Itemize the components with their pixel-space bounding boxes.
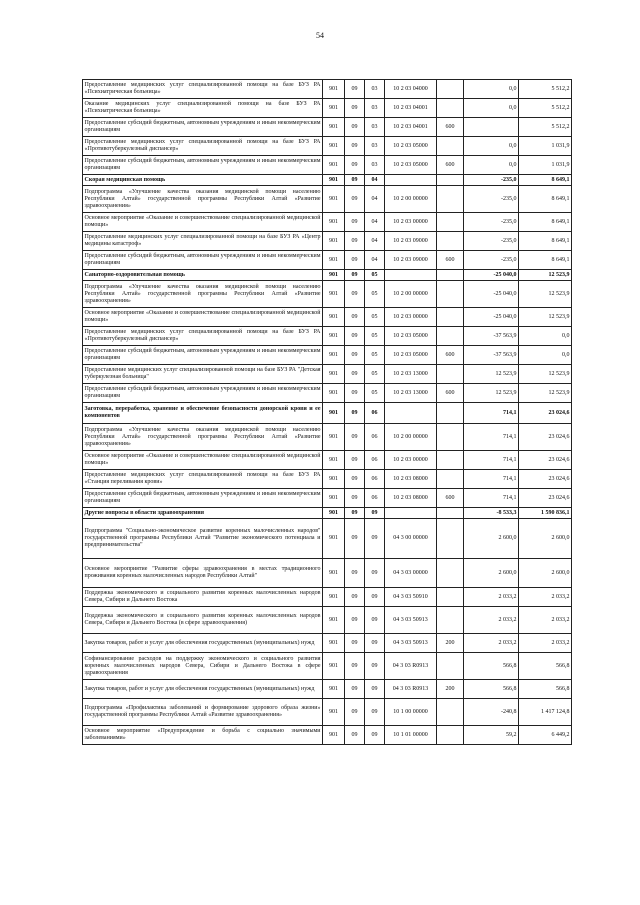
total-amount-cell: 8 649,1	[519, 175, 572, 186]
target-article-cell	[385, 508, 437, 519]
table-row	[83, 186, 572, 213]
expense-type-cell: 200	[437, 634, 464, 653]
table-row	[83, 680, 572, 699]
subsection-code-cell: 09	[365, 699, 385, 726]
row-name-cell: Предоставление субсидий бюджетным, автономным учреждениям и иным некоммерческим организациям	[83, 489, 323, 508]
section-code-cell: 09	[345, 365, 365, 384]
subsection-code-cell: 09	[365, 726, 385, 745]
grbs-code-cell: 901	[323, 99, 345, 118]
expense-type-cell	[437, 308, 464, 327]
grbs-code-cell: 901	[323, 137, 345, 156]
table-row	[83, 156, 572, 175]
table-row	[83, 327, 572, 346]
table-row	[83, 281, 572, 308]
row-name-cell: Предоставление медицинских услуг специализированной помощи на базе БУЗ РА «Противотуберкулезный диспансер»	[83, 327, 323, 346]
table-row	[83, 519, 572, 559]
expense-type-cell	[437, 519, 464, 559]
grbs-code-cell: 901	[323, 384, 345, 403]
total-amount-cell: 0,0	[519, 327, 572, 346]
section-code-cell: 09	[345, 726, 365, 745]
table-row	[83, 213, 572, 232]
grbs-code-cell: 901	[323, 451, 345, 470]
subsection-code-cell: 03	[365, 156, 385, 175]
change-amount-cell: -235,0	[464, 213, 519, 232]
target-article-cell: 10 2 03 05000	[385, 156, 437, 175]
section-code-cell: 09	[345, 653, 365, 680]
total-amount-cell: 1 031,9	[519, 137, 572, 156]
expense-type-cell	[437, 470, 464, 489]
table-row	[83, 559, 572, 588]
row-name-cell: Основное мероприятие «Предупреждение и борьба с социально значимыми заболеваниями»	[83, 726, 323, 745]
table-row	[83, 607, 572, 634]
row-name-cell: Подпрограмма «Улучшение качества оказания медицинской помощи населению Республики Алтай» государственной программы Республики Алтай «Развитие здравоохранения»	[83, 186, 323, 213]
subsection-code-cell: 06	[365, 451, 385, 470]
total-amount-cell: 12 523,9	[519, 270, 572, 281]
subsection-code-cell: 05	[365, 270, 385, 281]
target-article-cell: 10 1 00 00000	[385, 699, 437, 726]
section-code-cell: 09	[345, 403, 365, 424]
grbs-code-cell: 901	[323, 559, 345, 588]
change-amount-cell: 59,2	[464, 726, 519, 745]
change-amount-cell: 2 600,0	[464, 519, 519, 559]
total-amount-cell: 23 024,6	[519, 424, 572, 451]
change-amount-cell: 12 523,9	[464, 365, 519, 384]
section-code-cell: 09	[345, 99, 365, 118]
grbs-code-cell: 901	[323, 699, 345, 726]
grbs-code-cell: 901	[323, 80, 345, 99]
subsection-code-cell: 04	[365, 232, 385, 251]
target-article-cell: 10 2 03 04001	[385, 118, 437, 137]
row-name-cell: Основное мероприятие «Оказание и совершенствование специализированной медицинской помощи»	[83, 213, 323, 232]
change-amount-cell: 0,0	[464, 156, 519, 175]
expense-type-cell	[437, 653, 464, 680]
target-article-cell: 10 2 03 08000	[385, 489, 437, 508]
grbs-code-cell: 901	[323, 346, 345, 365]
grbs-code-cell: 901	[323, 519, 345, 559]
table-row	[83, 634, 572, 653]
target-article-cell: 04 3 03 R0913	[385, 680, 437, 699]
change-amount-cell: -235,0	[464, 186, 519, 213]
expense-type-cell	[437, 327, 464, 346]
subsection-code-cell: 04	[365, 251, 385, 270]
table-row	[83, 80, 572, 99]
change-amount-cell: -235,0	[464, 232, 519, 251]
subsection-code-cell: 06	[365, 403, 385, 424]
expense-type-cell: 200	[437, 680, 464, 699]
subsection-code-cell: 05	[365, 281, 385, 308]
row-name-cell: Оказание медицинских услуг специализированной помощи на базе БУЗ РА «Психиатрическая больница»	[83, 99, 323, 118]
table-row	[83, 346, 572, 365]
total-amount-cell: 8 649,1	[519, 251, 572, 270]
section-code-cell: 09	[345, 251, 365, 270]
change-amount-cell: 2 600,0	[464, 559, 519, 588]
change-amount-cell: 0,0	[464, 137, 519, 156]
table-row	[83, 588, 572, 607]
table-row	[83, 489, 572, 508]
change-amount-cell: 714,1	[464, 489, 519, 508]
table-row	[83, 451, 572, 470]
subsection-code-cell: 04	[365, 213, 385, 232]
section-code-cell: 09	[345, 607, 365, 634]
total-amount-cell: 5 512,2	[519, 118, 572, 137]
section-code-cell: 09	[345, 308, 365, 327]
subsection-code-cell: 09	[365, 519, 385, 559]
subsection-code-cell: 03	[365, 118, 385, 137]
total-amount-cell: 12 523,9	[519, 308, 572, 327]
expense-type-cell	[437, 508, 464, 519]
table-row	[83, 270, 572, 281]
expense-type-cell	[437, 213, 464, 232]
section-code-cell: 09	[345, 634, 365, 653]
row-name-cell: Подпрограмма «Улучшение качества оказания медицинской помощи населению Республики Алтай» государственной программы Республики Алтай «Развитие здравоохранения»	[83, 281, 323, 308]
subsection-code-cell: 03	[365, 99, 385, 118]
grbs-code-cell: 901	[323, 186, 345, 213]
row-name-cell: Предоставление субсидий бюджетным, автономным учреждениям и иным некоммерческим организациям	[83, 384, 323, 403]
table-row	[83, 699, 572, 726]
expense-type-cell: 600	[437, 251, 464, 270]
expense-type-cell	[437, 365, 464, 384]
change-amount-cell	[464, 118, 519, 137]
table-row	[83, 232, 572, 251]
grbs-code-cell: 901	[323, 726, 345, 745]
row-name-cell: Скорая медицинская помощь	[83, 175, 323, 186]
grbs-code-cell: 901	[323, 470, 345, 489]
change-amount-cell: 2 033,2	[464, 607, 519, 634]
total-amount-cell: 12 523,9	[519, 365, 572, 384]
grbs-code-cell: 901	[323, 403, 345, 424]
subsection-code-cell: 06	[365, 489, 385, 508]
row-name-cell: Предоставление медицинских услуг специализированной помощи на базе БУЗ РА «Станция переливания крови»	[83, 470, 323, 489]
table-row	[83, 403, 572, 424]
grbs-code-cell: 901	[323, 424, 345, 451]
target-article-cell	[385, 175, 437, 186]
row-name-cell: Предоставление субсидий бюджетным, автономным учреждениям и иным некоммерческим организациям	[83, 156, 323, 175]
table-row	[83, 726, 572, 745]
target-article-cell: 10 2 03 04001	[385, 99, 437, 118]
total-amount-cell: 5 512,2	[519, 99, 572, 118]
row-name-cell: Поддержка экономического и социального развития коренных малочисленных народов Севера, Сибири и Дальнего Востока (в сфере здравоохранения)	[83, 607, 323, 634]
expense-type-cell	[437, 699, 464, 726]
total-amount-cell: 23 024,6	[519, 489, 572, 508]
budget-table-body	[83, 80, 572, 745]
expense-type-cell	[437, 232, 464, 251]
expense-type-cell	[437, 270, 464, 281]
subsection-code-cell: 09	[365, 607, 385, 634]
subsection-code-cell: 04	[365, 175, 385, 186]
target-article-cell: 10 2 00 00000	[385, 186, 437, 213]
section-code-cell: 09	[345, 118, 365, 137]
subsection-code-cell: 09	[365, 588, 385, 607]
section-code-cell: 09	[345, 451, 365, 470]
target-article-cell	[385, 403, 437, 424]
grbs-code-cell: 901	[323, 634, 345, 653]
change-amount-cell: 12 523,9	[464, 384, 519, 403]
section-code-cell: 09	[345, 175, 365, 186]
grbs-code-cell: 901	[323, 213, 345, 232]
grbs-code-cell: 901	[323, 270, 345, 281]
change-amount-cell: 714,1	[464, 451, 519, 470]
section-code-cell: 09	[345, 80, 365, 99]
row-name-cell: Основное мероприятие "Развитие сферы здравоохранения в местах традиционного проживания коренных малочисленных народов Республики Алтай"	[83, 559, 323, 588]
row-name-cell: Софинансирование расходов на поддержку экономического и социального развития коренных малочисленных народов Севера, Сибири и Дальнего Востока в сфере здравоохранения	[83, 653, 323, 680]
expense-type-cell	[437, 137, 464, 156]
section-code-cell: 09	[345, 470, 365, 489]
expense-type-cell: 600	[437, 384, 464, 403]
change-amount-cell: -235,0	[464, 175, 519, 186]
total-amount-cell: 8 649,1	[519, 186, 572, 213]
subsection-code-cell: 03	[365, 80, 385, 99]
change-amount-cell: -25 040,0	[464, 270, 519, 281]
subsection-code-cell: 05	[365, 384, 385, 403]
total-amount-cell: 6 449,2	[519, 726, 572, 745]
target-article-cell: 04 3 03 50910	[385, 588, 437, 607]
section-code-cell: 09	[345, 559, 365, 588]
subsection-code-cell: 06	[365, 470, 385, 489]
total-amount-cell: 2 033,2	[519, 634, 572, 653]
subsection-code-cell: 09	[365, 508, 385, 519]
row-name-cell: Предоставление медицинских услуг специализированной помощи на базе БУЗ РА «Центр медицины катастроф»	[83, 232, 323, 251]
total-amount-cell: 2 600,0	[519, 519, 572, 559]
row-name-cell: Закупка товаров, работ и услуг для обеспечения государственных (муниципальных) нужд	[83, 634, 323, 653]
change-amount-cell: -25 040,0	[464, 281, 519, 308]
total-amount-cell: 566,8	[519, 680, 572, 699]
total-amount-cell: 2 033,2	[519, 607, 572, 634]
change-amount-cell: 714,1	[464, 403, 519, 424]
section-code-cell: 09	[345, 489, 365, 508]
grbs-code-cell: 901	[323, 156, 345, 175]
change-amount-cell: 714,1	[464, 424, 519, 451]
expense-type-cell	[437, 451, 464, 470]
total-amount-cell: 2 600,0	[519, 559, 572, 588]
expense-type-cell	[437, 559, 464, 588]
grbs-code-cell: 901	[323, 308, 345, 327]
table-row	[83, 470, 572, 489]
target-article-cell: 10 2 03 05000	[385, 327, 437, 346]
target-article-cell: 04 3 03 R0913	[385, 653, 437, 680]
section-code-cell: 09	[345, 519, 365, 559]
expense-type-cell: 600	[437, 489, 464, 508]
total-amount-cell: 12 523,9	[519, 281, 572, 308]
change-amount-cell: 714,1	[464, 470, 519, 489]
total-amount-cell: 12 523,9	[519, 384, 572, 403]
row-name-cell: Предоставление субсидий бюджетным, автономным учреждениям и иным некоммерческим организациям	[83, 346, 323, 365]
total-amount-cell: 1 031,9	[519, 156, 572, 175]
row-name-cell: Предоставление субсидий бюджетным, автономным учреждениям и иным некоммерческим организациям	[83, 118, 323, 137]
row-name-cell: Предоставление медицинских услуг специализированной помощи на базе БУЗ РА «Психиатрическая больница»	[83, 80, 323, 99]
section-code-cell: 09	[345, 186, 365, 213]
page-number: 54	[316, 31, 324, 40]
row-name-cell: Подпрограмма "Социально-экономическое развитие коренных малочисленных народов" государственной программы Республики Алтай "Развитие экономического потенциала и предпринимательства"	[83, 519, 323, 559]
subsection-code-cell: 05	[365, 308, 385, 327]
section-code-cell: 09	[345, 281, 365, 308]
table-row	[83, 384, 572, 403]
row-name-cell: Подпрограмма «Улучшение качества оказания медицинской помощи населению Республики Алтай» государственной программы Республики Алтай «Развитие здравоохранения»	[83, 424, 323, 451]
row-name-cell: Предоставление субсидий бюджетным, автономным учреждениям и иным некоммерческим организациям	[83, 251, 323, 270]
target-article-cell	[385, 270, 437, 281]
table-row	[83, 251, 572, 270]
expense-type-cell	[437, 99, 464, 118]
target-article-cell: 10 2 03 05000	[385, 137, 437, 156]
expense-type-cell	[437, 403, 464, 424]
section-code-cell: 09	[345, 213, 365, 232]
subsection-code-cell: 06	[365, 424, 385, 451]
target-article-cell: 04 3 03 50913	[385, 607, 437, 634]
section-code-cell: 09	[345, 680, 365, 699]
grbs-code-cell: 901	[323, 365, 345, 384]
change-amount-cell: 2 033,2	[464, 588, 519, 607]
target-article-cell: 10 2 03 09000	[385, 251, 437, 270]
row-name-cell: Заготовка, переработка, хранение и обеспечение безопасности донорской крови и ее компонентов	[83, 403, 323, 424]
grbs-code-cell: 901	[323, 489, 345, 508]
table-row	[83, 175, 572, 186]
change-amount-cell: 566,8	[464, 653, 519, 680]
target-article-cell: 10 1 01 00000	[385, 726, 437, 745]
subsection-code-cell: 09	[365, 680, 385, 699]
target-article-cell: 10 2 03 00000	[385, 451, 437, 470]
table-row	[83, 424, 572, 451]
total-amount-cell: 8 649,1	[519, 232, 572, 251]
grbs-code-cell: 901	[323, 588, 345, 607]
expense-type-cell	[437, 80, 464, 99]
subsection-code-cell: 05	[365, 346, 385, 365]
target-article-cell: 10 2 03 04000	[385, 80, 437, 99]
section-code-cell: 09	[345, 137, 365, 156]
table-row	[83, 137, 572, 156]
section-code-cell: 09	[345, 346, 365, 365]
section-code-cell: 09	[345, 699, 365, 726]
grbs-code-cell: 901	[323, 680, 345, 699]
table-row	[83, 653, 572, 680]
row-name-cell: Закупка товаров, работ и услуг для обеспечения государственных (муниципальных) нужд	[83, 680, 323, 699]
grbs-code-cell: 901	[323, 327, 345, 346]
subsection-code-cell: 09	[365, 653, 385, 680]
expense-type-cell	[437, 588, 464, 607]
row-name-cell: Основное мероприятие «Оказание и совершенствование специализированной медицинской помощи»	[83, 451, 323, 470]
total-amount-cell: 566,8	[519, 653, 572, 680]
section-code-cell: 09	[345, 232, 365, 251]
grbs-code-cell: 901	[323, 118, 345, 137]
change-amount-cell: 2 033,2	[464, 634, 519, 653]
grbs-code-cell: 901	[323, 232, 345, 251]
total-amount-cell: 23 024,6	[519, 451, 572, 470]
table-row	[83, 99, 572, 118]
total-amount-cell: 0,0	[519, 346, 572, 365]
target-article-cell: 10 2 03 00000	[385, 213, 437, 232]
change-amount-cell: 566,8	[464, 680, 519, 699]
change-amount-cell: 0,0	[464, 80, 519, 99]
target-article-cell: 10 2 03 09000	[385, 232, 437, 251]
budget-table	[82, 79, 572, 745]
section-code-cell: 09	[345, 327, 365, 346]
target-article-cell: 10 2 03 13000	[385, 365, 437, 384]
expense-type-cell	[437, 281, 464, 308]
row-name-cell: Основное мероприятие «Оказание и совершенствование специализированной медицинской помощи»	[83, 308, 323, 327]
table-row	[83, 508, 572, 519]
expense-type-cell	[437, 607, 464, 634]
subsection-code-cell: 05	[365, 327, 385, 346]
row-name-cell: Другие вопросы в области здравоохранения	[83, 508, 323, 519]
section-code-cell: 09	[345, 424, 365, 451]
grbs-code-cell: 901	[323, 281, 345, 308]
subsection-code-cell: 04	[365, 186, 385, 213]
total-amount-cell: 23 024,6	[519, 470, 572, 489]
subsection-code-cell: 09	[365, 559, 385, 588]
row-name-cell: Предоставление медицинских услуг специализированной помощи на базе БУЗ РА "Детская туберкулезная больница"	[83, 365, 323, 384]
change-amount-cell: 0,0	[464, 99, 519, 118]
target-article-cell: 10 2 03 13000	[385, 384, 437, 403]
grbs-code-cell: 901	[323, 653, 345, 680]
grbs-code-cell: 901	[323, 175, 345, 186]
total-amount-cell: 23 024,6	[519, 403, 572, 424]
expense-type-cell	[437, 726, 464, 745]
subsection-code-cell: 05	[365, 365, 385, 384]
change-amount-cell: -25 040,0	[464, 308, 519, 327]
target-article-cell: 10 2 00 00000	[385, 424, 437, 451]
expense-type-cell: 600	[437, 346, 464, 365]
target-article-cell: 04 3 03 50913	[385, 634, 437, 653]
grbs-code-cell: 901	[323, 251, 345, 270]
change-amount-cell: -235,0	[464, 251, 519, 270]
table-row	[83, 308, 572, 327]
expense-type-cell: 600	[437, 156, 464, 175]
target-article-cell: 04 3 03 00000	[385, 559, 437, 588]
expense-type-cell	[437, 186, 464, 213]
grbs-code-cell: 901	[323, 607, 345, 634]
total-amount-cell: 8 649,1	[519, 213, 572, 232]
change-amount-cell: -37 563,9	[464, 327, 519, 346]
total-amount-cell: 2 033,2	[519, 588, 572, 607]
target-article-cell: 10 2 03 08000	[385, 470, 437, 489]
target-article-cell: 04 3 00 00000	[385, 519, 437, 559]
section-code-cell: 09	[345, 508, 365, 519]
subsection-code-cell: 03	[365, 137, 385, 156]
target-article-cell: 10 2 03 00000	[385, 308, 437, 327]
change-amount-cell: -8 533,3	[464, 508, 519, 519]
row-name-cell: Предоставление медицинских услуг специализированной помощи на базе БУЗ РА «Противотуберкулезный диспансер»	[83, 137, 323, 156]
row-name-cell: Подпрограмма «Профилактика заболеваний и формирование здорового образа жизни» государственной программы Республики Алтай «Развитие здравоохранения»	[83, 699, 323, 726]
total-amount-cell: 5 512,2	[519, 80, 572, 99]
change-amount-cell: -37 563,9	[464, 346, 519, 365]
expense-type-cell	[437, 424, 464, 451]
target-article-cell: 10 2 00 00000	[385, 281, 437, 308]
target-article-cell: 10 2 03 05000	[385, 346, 437, 365]
subsection-code-cell: 09	[365, 634, 385, 653]
row-name-cell: Санаторно-оздоровительная помощь	[83, 270, 323, 281]
section-code-cell: 09	[345, 156, 365, 175]
change-amount-cell: -240,8	[464, 699, 519, 726]
section-code-cell: 09	[345, 384, 365, 403]
table-row	[83, 365, 572, 384]
section-code-cell: 09	[345, 270, 365, 281]
section-code-cell: 09	[345, 588, 365, 607]
table-row	[83, 118, 572, 137]
total-amount-cell: 1 417 124,8	[519, 699, 572, 726]
expense-type-cell: 600	[437, 118, 464, 137]
grbs-code-cell: 901	[323, 508, 345, 519]
total-amount-cell: 1 590 836,1	[519, 508, 572, 519]
row-name-cell: Поддержка экономического и социального развития коренных малочисленных народов Севера, Сибири и Дальнего Востока	[83, 588, 323, 607]
expense-type-cell	[437, 175, 464, 186]
